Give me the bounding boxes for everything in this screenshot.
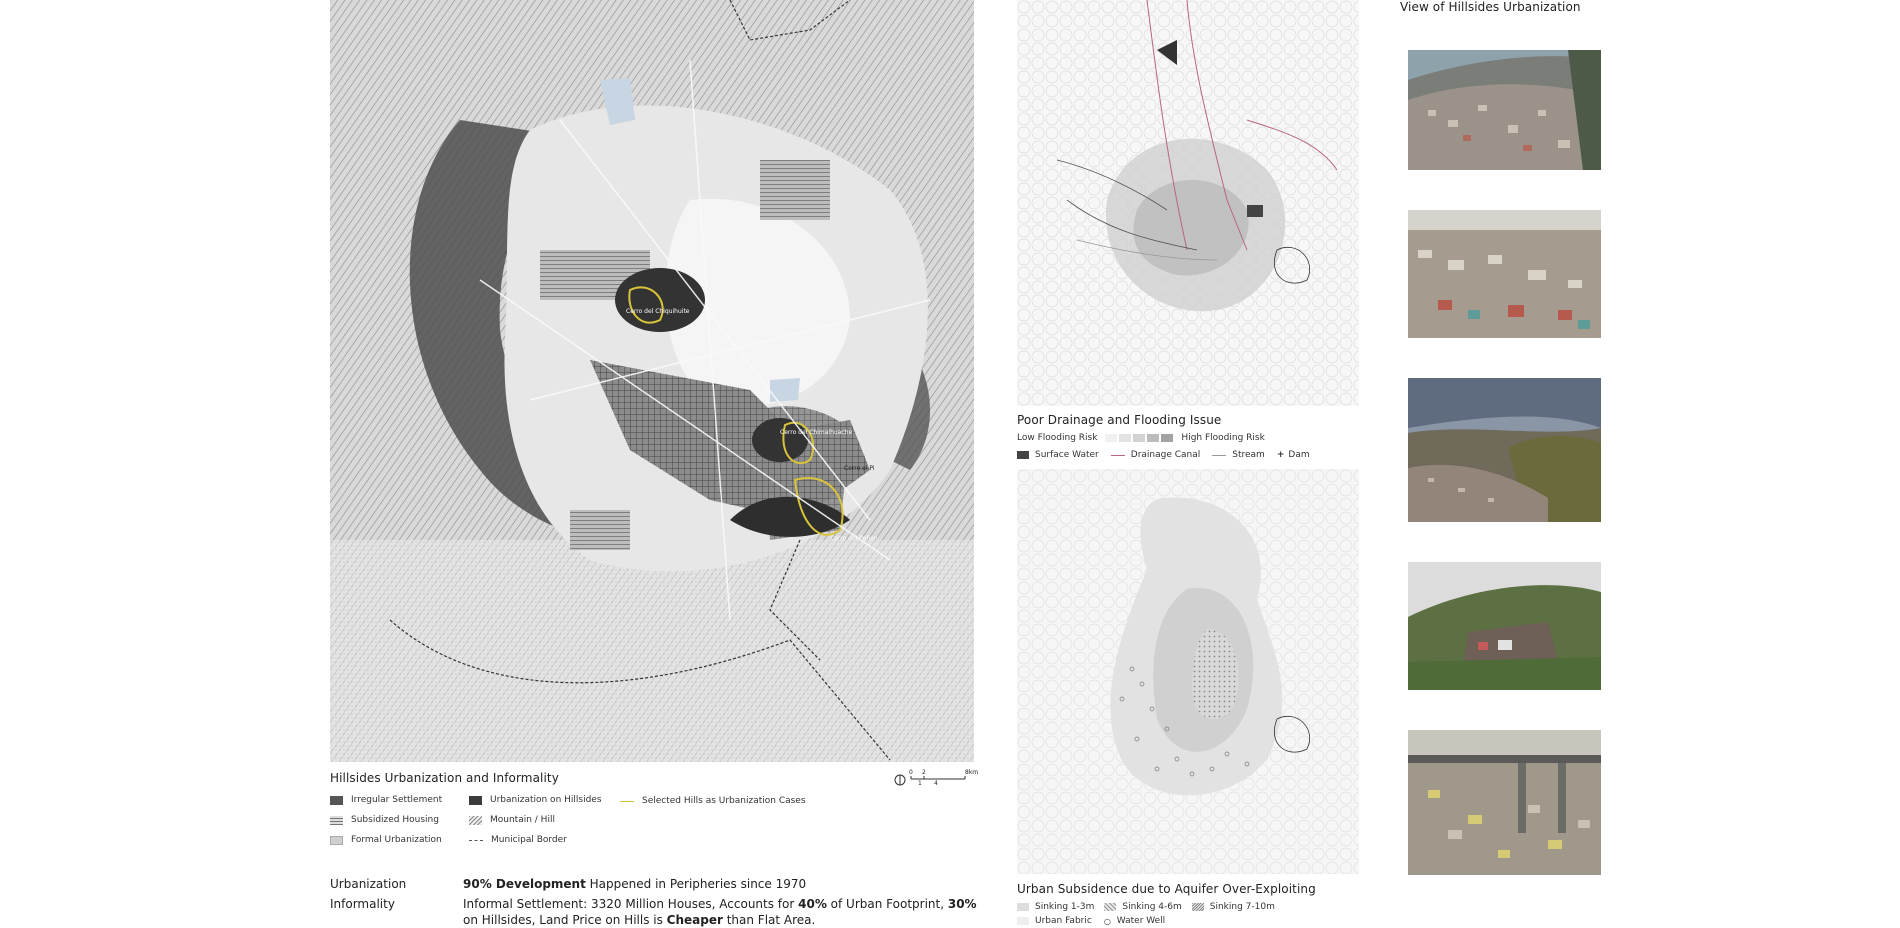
surface-water-swatch [1017, 451, 1029, 459]
main-map-legend [330, 795, 890, 855]
place-label-4: Cerro del Peñon [830, 535, 878, 542]
flood-gradient-swatch [1105, 434, 1173, 442]
photo-2 [1408, 210, 1601, 338]
hillsides-swatch [469, 796, 482, 805]
hillside-photo-5 [1408, 730, 1601, 875]
hillside-photo-4 [1408, 562, 1601, 690]
legend-sinking: Sinking 1-3m Sinking 4-6m Sinking 7-10m [1017, 902, 1275, 912]
drainage-map-graphic [1017, 0, 1359, 406]
subsidence-map-graphic [1017, 469, 1359, 874]
drainage-legend [1017, 433, 1357, 465]
photo-3 [1408, 378, 1601, 522]
water-well-icon: ○ [1103, 916, 1111, 926]
drainage-map-caption: Poor Drainage and Flooding Issue [1017, 413, 1222, 427]
photo-5 [1408, 730, 1601, 875]
scale-bar [893, 771, 979, 789]
subsidence-map [1017, 469, 1359, 874]
hillside-photo-2 [1408, 210, 1601, 338]
stats-labels [330, 876, 406, 912]
sinking-2-swatch [1104, 903, 1116, 911]
place-label-1: Cerro del Chiquihuite [626, 308, 690, 315]
mountain-swatch [469, 816, 482, 825]
legend-subsidized: Subsidized Housing [330, 815, 439, 825]
informality-stat: Informal Settlement: 3320 Million Houses, Accounts for 40% of Urban Footprint, 30% on Hillsides, Land Price on Hills is Cheaper than Flat Area. [463, 897, 977, 927]
scale-2: 2 [922, 769, 926, 776]
subsidence-legend [1017, 902, 1357, 926]
scale-8: 8km [965, 769, 979, 776]
selected-swatch [620, 801, 634, 802]
scale-4: 4 [934, 780, 938, 787]
hillside-photo-3 [1408, 378, 1601, 522]
legend-border: Municipal Border [469, 835, 567, 845]
main-map-graphic [330, 0, 974, 762]
formal-swatch [330, 836, 343, 845]
legend-hillsides: Urbanization on Hillsides [469, 795, 602, 805]
scale-0: 0 [909, 769, 913, 776]
label-informality: Informality [330, 897, 395, 911]
label-urbanization: Urbanization [330, 877, 407, 891]
subsidence-map-caption: Urban Subsidence due to Aquifer Over-Exploiting [1017, 882, 1316, 896]
main-map [330, 0, 974, 762]
sinking-1-swatch [1017, 903, 1029, 911]
border-swatch [469, 840, 483, 841]
legend-fabric-row: Urban Fabric ○ Water Well [1017, 916, 1165, 926]
irregular-swatch [330, 796, 343, 805]
legend-selected: Selected Hills as Urbanization Cases [620, 796, 806, 806]
urban-fabric-swatch [1017, 917, 1029, 925]
legend-drainage-row2: Surface Water Drainage Canal Stream + Dam [1017, 450, 1310, 460]
place-label-2: Cerro del Chimalhuache [780, 429, 853, 436]
canal-swatch [1111, 455, 1125, 456]
photo-4 [1408, 562, 1601, 690]
hillside-photo-1 [1408, 50, 1601, 170]
legend-irregular: Irregular Settlement [330, 795, 442, 805]
photo-1 [1408, 50, 1601, 170]
sinking-3-swatch [1192, 903, 1204, 911]
stream-swatch [1212, 455, 1226, 456]
photos-title: View of Hillsides Urbanization [1400, 0, 1581, 14]
drainage-map [1017, 0, 1359, 406]
main-map-caption: Hillsides Urbanization and Informality [330, 771, 559, 785]
place-label-3: Cerro el Pi [844, 465, 875, 472]
legend-flood-scale: Low Flooding Risk High Flooding Risk [1017, 433, 1265, 443]
subsidized-swatch [330, 816, 343, 825]
stats-body [463, 876, 983, 928]
dam-icon: + [1276, 450, 1285, 460]
urbanization-stat: 90% Development Happened in Peripheries since 1970 [463, 877, 807, 891]
scale-1: 1 [918, 780, 922, 787]
legend-formal: Formal Urbanization [330, 835, 442, 845]
legend-mountain: Mountain / Hill [469, 815, 555, 825]
